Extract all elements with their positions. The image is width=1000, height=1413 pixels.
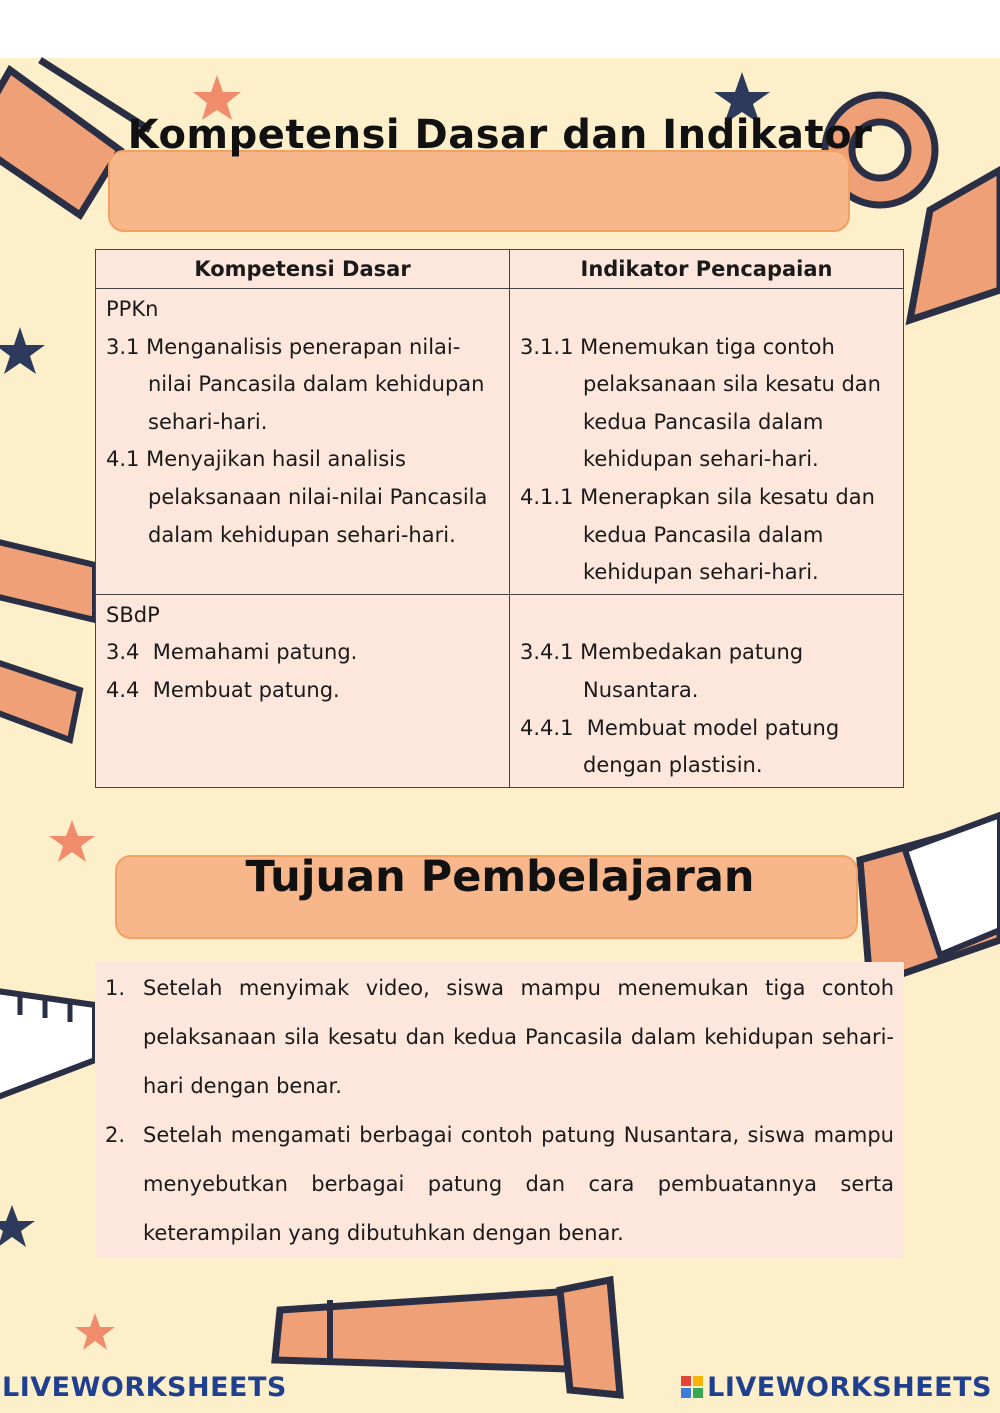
list-text: Setelah menyimak video, siswa mampu menemukan tiga contoh pelaksanaan sila kesatu dan kedua Pancasila dalam kehidupan sehari-hari dengan benar. (143, 976, 894, 1098)
table-row (96, 289, 904, 595)
indikator-cell (510, 594, 904, 787)
kd-cell (96, 289, 510, 595)
brand-watermark-left: LIVEWORKSHEETS (2, 1372, 287, 1403)
tujuan-list (95, 962, 904, 1257)
page-title: Kompetensi Dasar dan Indikator (127, 112, 873, 158)
title-banner (108, 150, 850, 232)
star-icon-navy-bottom-left (0, 1205, 35, 1247)
indikator-item: 3.1.1 Menemukan tiga contoh pelaksanaan sila kesatu dan kedua Pancasila dalam kehidupan sehari-hari. (520, 334, 881, 472)
kd-item: 3.1 Menganalisis penerapan nilai-nilai Pancasila dalam kehidupan sehari-hari. (106, 334, 485, 434)
column-header-indikator: Indikator Pencapaian (510, 250, 904, 289)
list-item (105, 1111, 894, 1258)
kd-cell (96, 594, 510, 787)
kd-item: 4.4 Membuat patung. (106, 677, 340, 702)
indikator-item: 4.4.1 Membuat model patung dengan plastisin. (520, 715, 840, 778)
subject-label: SBdP (106, 602, 160, 627)
brand-watermark-right: LIVEWORKSHEETS (681, 1372, 992, 1403)
kd-item: 4.1 Menyajikan hasil analisis pelaksanaan nilai-nilai Pancasila dalam kehidupan sehari-hari. (106, 447, 488, 547)
list-text: Setelah mengamati berbagai contoh patung Nusantara, siswa mampu menyebutkan berbagai patung dan cara pembuatannya serta keterampilan yang dibutuhkan dengan benar. (143, 1123, 894, 1245)
star-icon-orange-bottom (75, 1313, 115, 1350)
column-header-kd: Kompetensi Dasar (96, 250, 510, 289)
liveworksheets-logo-icon (681, 1376, 703, 1398)
indikator-item: 3.4.1 Membedakan patung Nusantara. (520, 640, 804, 702)
subject-label: PPKn (106, 297, 159, 321)
list-number: 1. (105, 976, 126, 1000)
list-number: 2. (105, 1123, 126, 1147)
kd-item: 3.4 Memahami patung. (106, 640, 358, 665)
indikator-cell (510, 289, 904, 595)
kompetensi-table (95, 249, 904, 788)
table-row (96, 594, 904, 787)
pencil-illustration-left (0, 540, 95, 740)
tujuan-title: Tujuan Pembelajaran (245, 852, 755, 902)
ruler-illustration-left (0, 990, 95, 1100)
list-item (105, 964, 894, 1111)
indikator-item: 4.1.1 Menerapkan sila kesatu dan kedua Pancasila dalam kehidupan sehari-hari. (520, 484, 875, 585)
star-icon-navy-left (0, 327, 45, 374)
megaphone-illustration (275, 1280, 620, 1395)
